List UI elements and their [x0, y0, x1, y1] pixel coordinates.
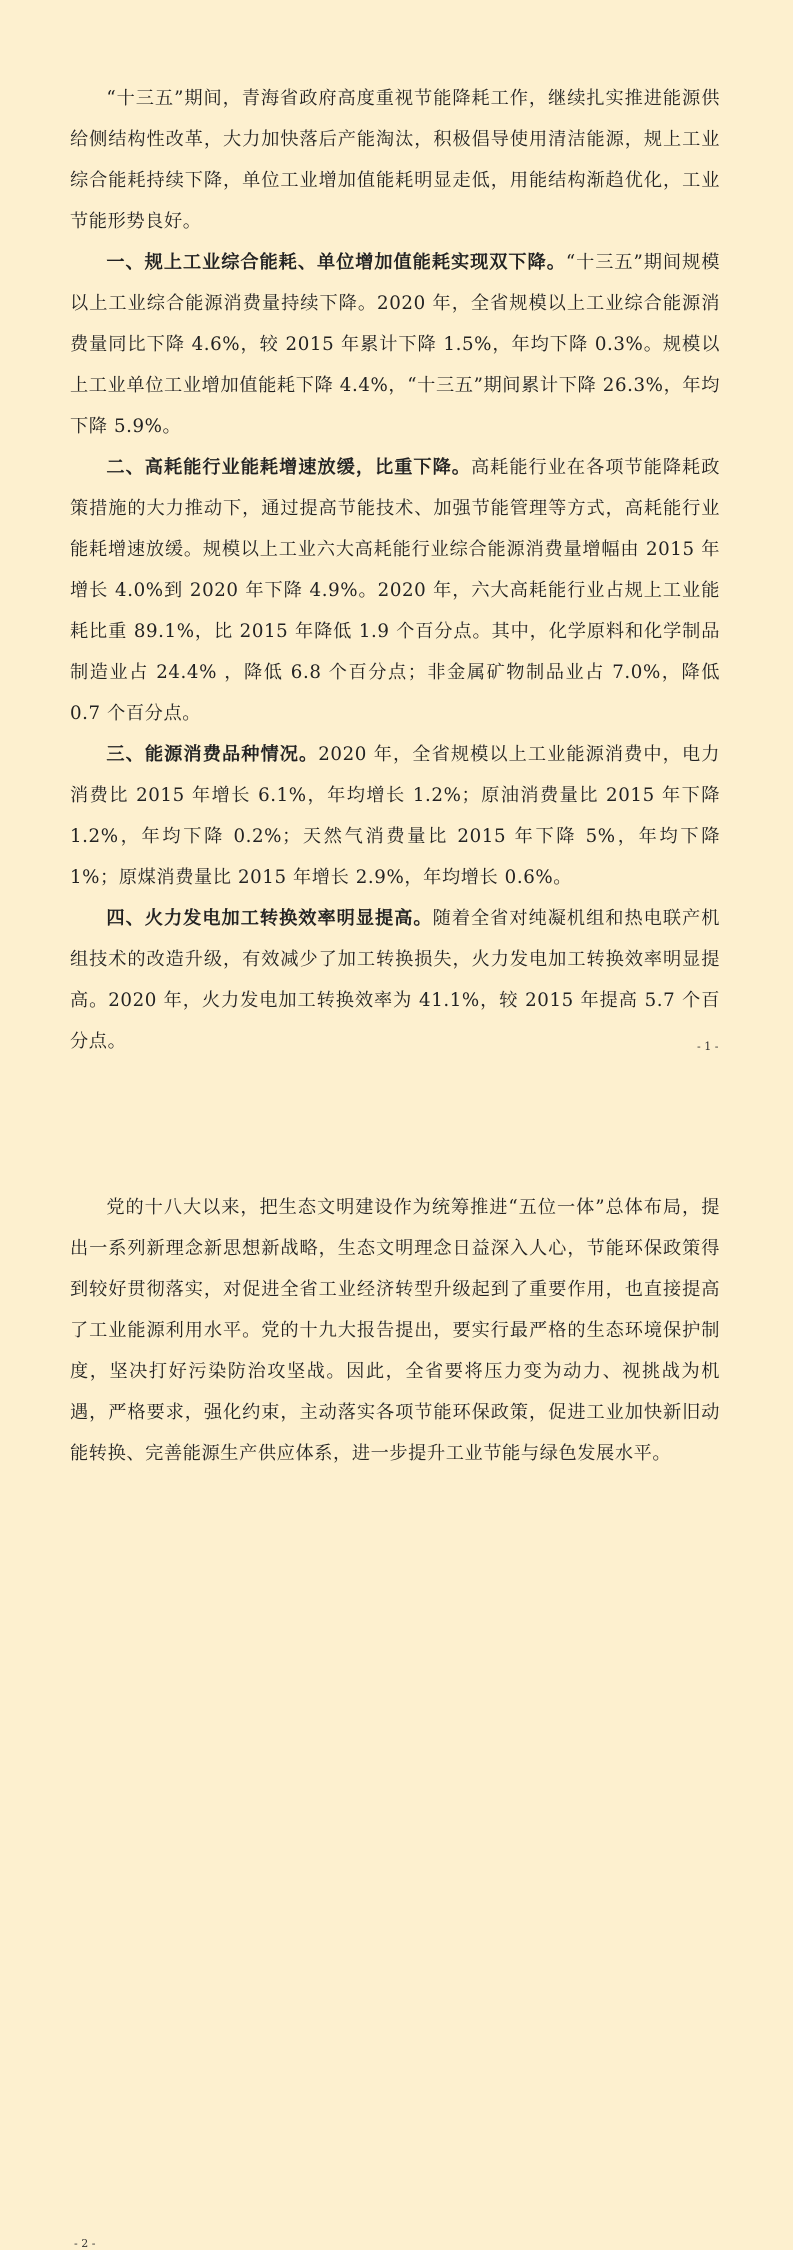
page-2 [0, 1072, 793, 2250]
section-2-body: 高耗能行业在各项节能降耗政策措施的大力推动下，通过提高节能技术、加强节能管理等方式，高耗能行业能耗增速放缓。规模以上工业六大高耗能行业综合能源消费量增幅由 2015 年增长 4.0%到 2020 年下降 4.9%。2020 年，六大高耗能行业占规上工业能耗比重 89.1%，比 2015 年降低 1.9 个百分点。其中，化学原料和化学制品制造业占 24.4% ，降低 6.8 个百分点；非金属矿物制品业占 7.0%，降低 0.7 个百分点。 [70, 457, 720, 724]
page-1 [0, 0, 793, 1072]
intro-paragraph: “十三五”期间，青海省政府高度重视节能降耗工作，继续扎实推进能源供给侧结构性改革，大力加快落后产能淘汰，积极倡导使用清洁能源，规上工业综合能耗持续下降，单位工业增加值能耗明显走低，用能结构渐趋优化，工业节能形势良好。 [70, 88, 720, 232]
page-1-content [70, 78, 720, 1062]
section-2-paragraph [70, 447, 720, 734]
section-3-heading: 三、能源消费品种情况。 [106, 744, 319, 765]
section-4-body: 随着全省对纯凝机组和热电联产机组技术的改造升级，有效减少了加工转换损失，火力发电加工转换效率明显提高。2020 年，火力发电加工转换效率为 41.1%，较 2015 年提高 5.7 个百分点。 [70, 908, 720, 1052]
section-1-heading: 一、规上工业综合能耗、单位增加值能耗实现双下降。 [106, 252, 566, 273]
section-4-heading: 四、火力发电加工转换效率明显提高。 [106, 908, 433, 929]
section-3-paragraph [70, 734, 720, 898]
page-2-content [70, 1187, 720, 1474]
section-1-body: “十三五”期间规模以上工业综合能源消费量持续下降。2020 年，全省规模以上工业综合能源消费量同比下降 4.6%，较 2015 年累计下降 1.5%，年均下降 0.3%。规模以上工业单位工业增加值能耗下降 4.4%，“十三五”期间累计下降 26.3%，年均下降 5.9%。 [70, 252, 721, 437]
section-2-heading: 二、高耗能行业能耗增速放缓，比重下降。 [106, 457, 471, 478]
conclusion-paragraph: 党的十八大以来，把生态文明建设作为统筹推进“五位一体”总体布局，提出一系列新理念新思想新战略，生态文明理念日益深入人心，节能环保政策得到较好贯彻落实，对促进全省工业经济转型升级起到了重要作用，也直接提高了工业能源利用水平。党的十九大报告提出，要实行最严格的生态环境保护制度，坚决打好污染防治攻坚战。因此，全省要将压力变为动力、视挑战为机遇，严格要求，强化约束，主动落实各项节能环保政策，促进工业加快新旧动能转换、完善能源生产供应体系，进一步提升工业节能与绿色发展水平。 [70, 1197, 720, 1464]
section-4-paragraph [70, 898, 720, 1062]
section-1-paragraph [70, 242, 720, 447]
page-number-1: - 1 - [697, 1040, 719, 1053]
section-3-body: 2020 年，全省规模以上工业能源消费中，电力消费比 2015 年增长 6.1%，年均增长 1.2%；原油消费量比 2015 年下降 1.2%，年均下降 0.2%；天然气消费量比 2015 年下降 5%，年均下降 1%；原煤消费量比 2015 年增长 2.9%，年均增长 0.6%。 [70, 744, 720, 888]
page-number-2: - 2 - [74, 2237, 96, 2250]
